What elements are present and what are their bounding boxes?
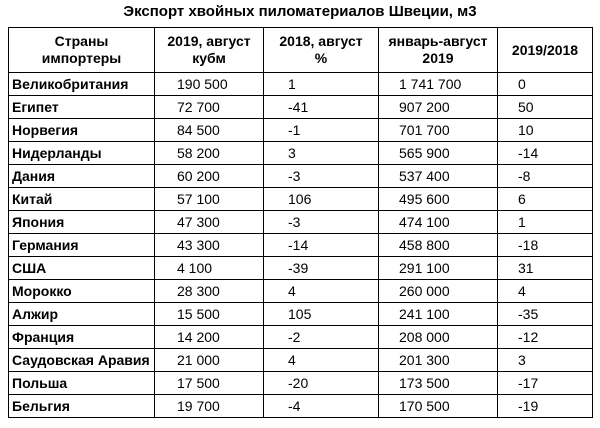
cell-aug2018: 4 <box>264 349 379 372</box>
cell-country: Германия <box>9 234 155 257</box>
header-aug2019-line2: кубм <box>192 50 226 66</box>
cell-janaug2019: 458 800 <box>379 234 498 257</box>
cell-aug2019: 190 500 <box>155 73 264 96</box>
table-row <box>9 73 593 96</box>
cell-country: Морокко <box>9 280 155 303</box>
cell-ratio: -19 <box>498 395 593 418</box>
header-aug2019-line1: 2019, август <box>167 33 251 49</box>
cell-aug2019: 43 300 <box>155 234 264 257</box>
cell-janaug2019: 241 100 <box>379 303 498 326</box>
table-row <box>9 395 593 418</box>
cell-country: Япония <box>9 211 155 234</box>
header-janaug2019 <box>379 28 498 73</box>
cell-country: Франция <box>9 326 155 349</box>
cell-aug2018: 1 <box>264 73 379 96</box>
table-row <box>9 142 593 165</box>
cell-janaug2019: 173 500 <box>379 372 498 395</box>
table-body <box>9 73 593 418</box>
cell-aug2019: 4 100 <box>155 257 264 280</box>
cell-aug2018: -3 <box>264 165 379 188</box>
cell-country: Нидерланды <box>9 142 155 165</box>
cell-ratio: 4 <box>498 280 593 303</box>
cell-janaug2019: 907 200 <box>379 96 498 119</box>
cell-country: Китай <box>9 188 155 211</box>
cell-ratio: 31 <box>498 257 593 280</box>
cell-country: Норвегия <box>9 119 155 142</box>
cell-janaug2019: 170 500 <box>379 395 498 418</box>
cell-ratio: 3 <box>498 349 593 372</box>
table-row <box>9 280 593 303</box>
export-table <box>8 27 593 418</box>
cell-country: Египет <box>9 96 155 119</box>
cell-aug2018: -14 <box>264 234 379 257</box>
cell-aug2018: -20 <box>264 372 379 395</box>
header-janaug2019-line2: 2019 <box>422 50 454 66</box>
cell-ratio: -12 <box>498 326 593 349</box>
cell-janaug2019: 291 100 <box>379 257 498 280</box>
cell-aug2019: 72 700 <box>155 96 264 119</box>
cell-ratio: -18 <box>498 234 593 257</box>
header-aug2019 <box>155 28 264 73</box>
cell-ratio: 10 <box>498 119 593 142</box>
cell-aug2019: 60 200 <box>155 165 264 188</box>
cell-aug2019: 19 700 <box>155 395 264 418</box>
cell-ratio: -35 <box>498 303 593 326</box>
cell-janaug2019: 701 700 <box>379 119 498 142</box>
cell-janaug2019: 201 300 <box>379 349 498 372</box>
cell-aug2018: 3 <box>264 142 379 165</box>
table-row <box>9 234 593 257</box>
cell-ratio: 6 <box>498 188 593 211</box>
cell-ratio: 0 <box>498 73 593 96</box>
cell-country: Саудовская Аравия <box>9 349 155 372</box>
cell-janaug2019: 537 400 <box>379 165 498 188</box>
cell-aug2018: 106 <box>264 188 379 211</box>
table-row <box>9 96 593 119</box>
cell-aug2019: 17 500 <box>155 372 264 395</box>
cell-aug2019: 57 100 <box>155 188 264 211</box>
cell-aug2019: 47 300 <box>155 211 264 234</box>
table-row <box>9 165 593 188</box>
cell-aug2018: -3 <box>264 211 379 234</box>
table-row <box>9 372 593 395</box>
cell-aug2019: 21 000 <box>155 349 264 372</box>
cell-aug2019: 28 300 <box>155 280 264 303</box>
cell-ratio: 50 <box>498 96 593 119</box>
cell-ratio: -14 <box>498 142 593 165</box>
table-row <box>9 303 593 326</box>
table-title: Экспорт хвойных пиломатериалов Швеции, м3 <box>123 3 477 20</box>
cell-janaug2019: 1 741 700 <box>379 73 498 96</box>
header-row <box>9 28 593 73</box>
header-country <box>9 28 155 73</box>
cell-aug2018: -2 <box>264 326 379 349</box>
cell-aug2018: 4 <box>264 280 379 303</box>
table-row <box>9 211 593 234</box>
header-country-line2: импортеры <box>41 50 122 66</box>
cell-aug2018: -1 <box>264 119 379 142</box>
cell-country: Польша <box>9 372 155 395</box>
table-row <box>9 257 593 280</box>
cell-ratio: -8 <box>498 165 593 188</box>
header-aug2018 <box>264 28 379 73</box>
header-country-line1: Страны <box>54 33 109 49</box>
cell-aug2019: 14 200 <box>155 326 264 349</box>
cell-ratio: 1 <box>498 211 593 234</box>
table-row <box>9 326 593 349</box>
cell-country: Алжир <box>9 303 155 326</box>
cell-country: Дания <box>9 165 155 188</box>
cell-country: Бельгия <box>9 395 155 418</box>
cell-aug2018: -4 <box>264 395 379 418</box>
cell-janaug2019: 474 100 <box>379 211 498 234</box>
header-ratio <box>498 28 593 73</box>
cell-country: Великобритания <box>9 73 155 96</box>
table-row <box>9 188 593 211</box>
cell-aug2019: 58 200 <box>155 142 264 165</box>
header-aug2018-line1: 2018, август <box>279 33 363 49</box>
table-row <box>9 119 593 142</box>
cell-aug2019: 84 500 <box>155 119 264 142</box>
header-aug2018-line2: % <box>314 50 328 66</box>
cell-aug2018: 105 <box>264 303 379 326</box>
cell-aug2018: -41 <box>264 96 379 119</box>
cell-janaug2019: 495 600 <box>379 188 498 211</box>
header-janaug2019-line1: январь-август <box>388 33 488 49</box>
cell-ratio: -17 <box>498 372 593 395</box>
cell-janaug2019: 260 000 <box>379 280 498 303</box>
cell-janaug2019: 565 900 <box>379 142 498 165</box>
header-ratio-line1: 2019/2018 <box>511 41 579 58</box>
cell-country: США <box>9 257 155 280</box>
cell-aug2019: 15 500 <box>155 303 264 326</box>
cell-janaug2019: 208 000 <box>379 326 498 349</box>
table-row <box>9 349 593 372</box>
cell-aug2018: -39 <box>264 257 379 280</box>
